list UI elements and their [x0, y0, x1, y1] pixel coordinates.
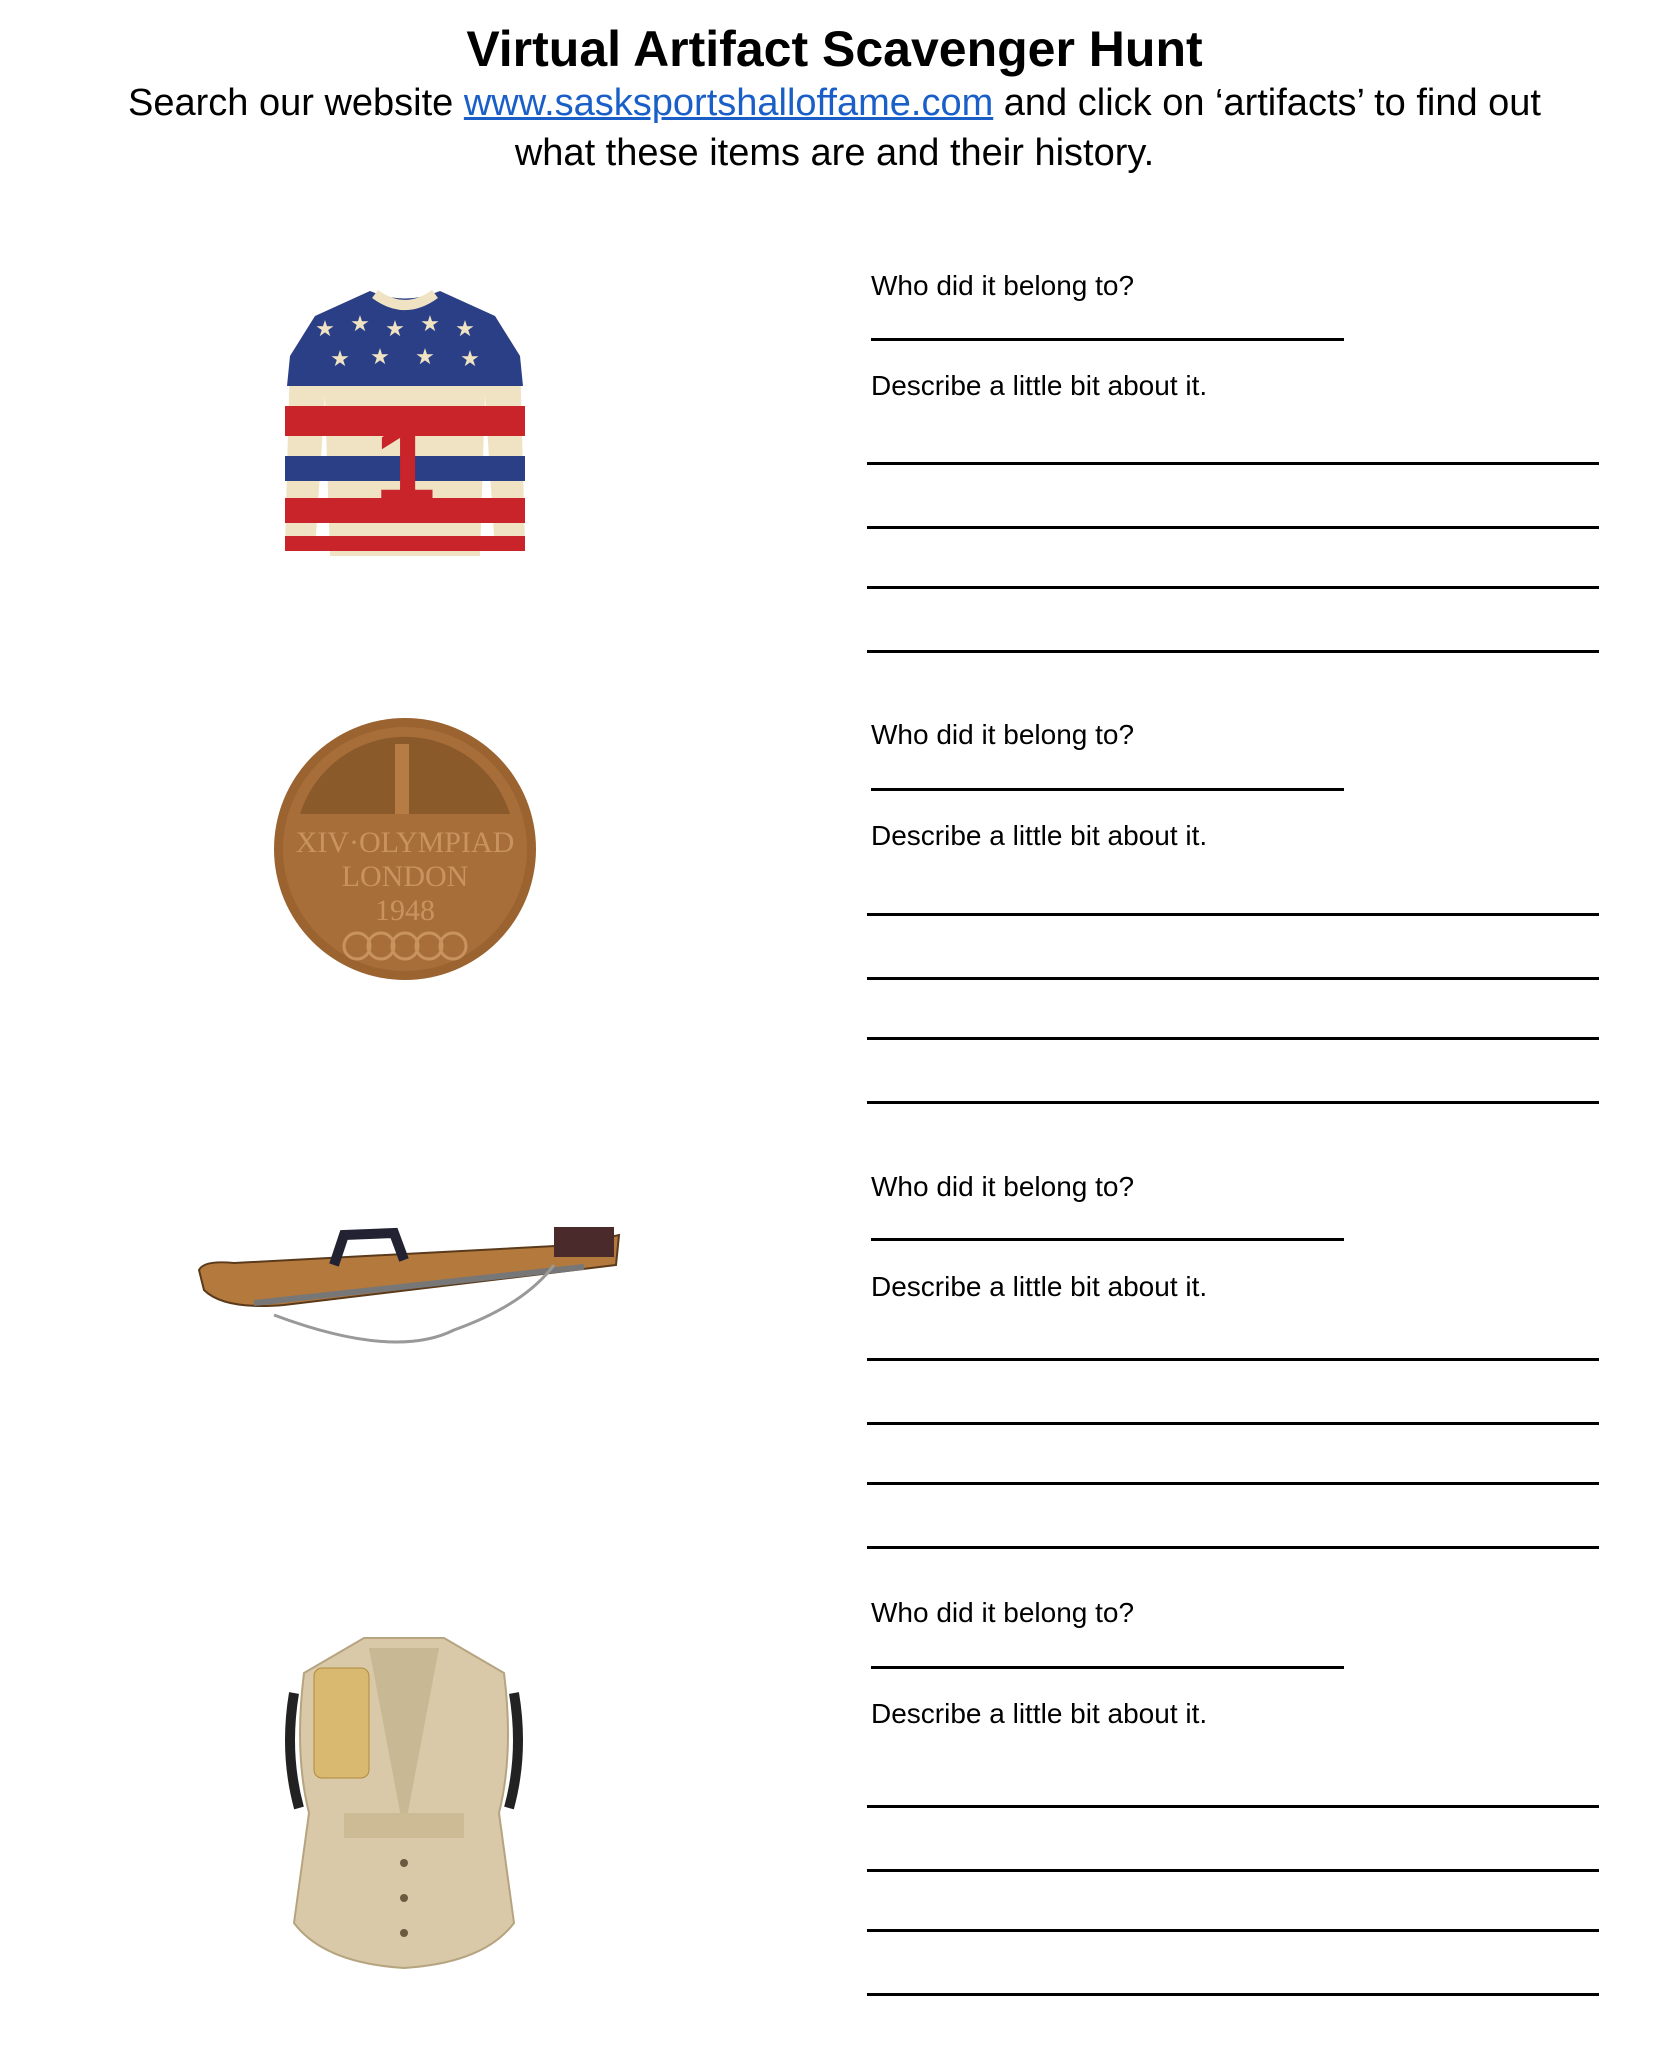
answer-line[interactable]: [867, 1358, 1599, 1361]
answer-line[interactable]: [867, 526, 1599, 529]
olympic-medal-image: [270, 714, 540, 984]
svg-text:1: 1: [374, 402, 436, 525]
answer-line[interactable]: [867, 650, 1599, 653]
svg-text:★: ★: [370, 344, 390, 369]
answer-line[interactable]: [867, 1805, 1599, 1808]
svg-text:★: ★: [330, 346, 350, 371]
who-question: Who did it belong to?: [871, 270, 1135, 301]
shooting-vest-image: [284, 1633, 524, 1973]
answer-line[interactable]: [871, 1666, 1344, 1669]
describe-question: Describe a little bit about it.: [871, 370, 1208, 401]
describe-question: Describe a little bit about it.: [871, 1271, 1208, 1302]
answer-line[interactable]: [867, 977, 1599, 980]
answer-line[interactable]: [867, 1482, 1599, 1485]
answer-line[interactable]: [867, 586, 1599, 589]
answer-line[interactable]: [867, 1101, 1599, 1104]
answer-line[interactable]: [871, 1238, 1344, 1241]
svg-text:★: ★: [315, 316, 335, 341]
svg-text:1948: 1948: [375, 894, 435, 927]
svg-text:★: ★: [350, 311, 370, 336]
svg-text:XIV·OLYMPIAD: XIV·OLYMPIAD: [295, 826, 515, 859]
describe-question: Describe a little bit about it.: [871, 820, 1208, 851]
answer-line[interactable]: [867, 1422, 1599, 1425]
answer-line[interactable]: [867, 462, 1599, 465]
svg-text:★: ★: [460, 346, 480, 371]
answer-line[interactable]: [867, 913, 1599, 916]
who-question: Who did it belong to?: [871, 1597, 1135, 1628]
svg-text:★: ★: [455, 316, 475, 341]
answer-line[interactable]: [867, 1037, 1599, 1040]
intro-line-2: what these items are and their history.: [514, 132, 1155, 174]
website-link[interactable]: www.sasksportshalloffame.com: [463, 82, 994, 124]
describe-question: Describe a little bit about it.: [871, 1698, 1208, 1729]
page-title: Virtual Artifact Scavenger Hunt: [466, 21, 1203, 77]
svg-text:★: ★: [420, 311, 440, 336]
answer-line[interactable]: [871, 788, 1344, 791]
svg-text:★: ★: [415, 344, 435, 369]
answer-line[interactable]: [867, 1546, 1599, 1549]
hockey-sweater-image: [280, 286, 530, 576]
intro-line-1: Search our website www.sasksportshalloffame.com and click on ‘artifacts’ to find out: [128, 82, 1541, 124]
answer-line[interactable]: [867, 1929, 1599, 1932]
antique-skate-image: [194, 1205, 624, 1355]
svg-text:LONDON: LONDON: [341, 860, 469, 893]
svg-text:★: ★: [385, 316, 405, 341]
answer-line[interactable]: [867, 1993, 1599, 1996]
who-question: Who did it belong to?: [871, 1171, 1135, 1202]
who-question: Who did it belong to?: [871, 719, 1135, 750]
answer-line[interactable]: [871, 338, 1344, 341]
answer-line[interactable]: [867, 1869, 1599, 1872]
